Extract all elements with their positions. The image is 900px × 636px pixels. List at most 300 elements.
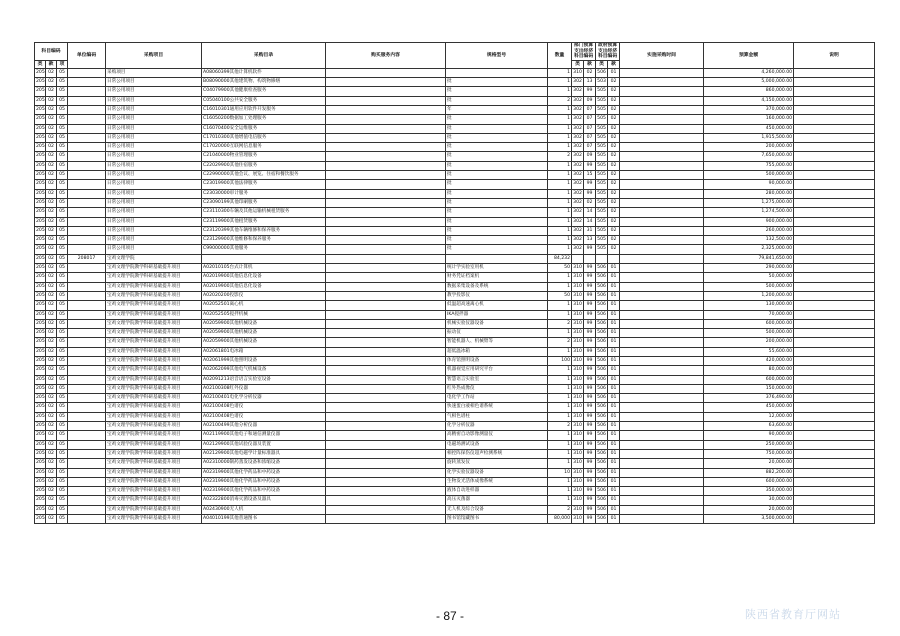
table-cell: 205 bbox=[35, 431, 46, 440]
table-cell: 506 bbox=[596, 310, 608, 319]
table-cell: 205 bbox=[35, 133, 46, 142]
table-cell: 02 bbox=[46, 496, 57, 505]
table-cell bbox=[794, 105, 875, 114]
table-cell bbox=[326, 78, 446, 87]
table-cell: 相控阵探伤仪超声检测系统 bbox=[446, 449, 548, 458]
table-cell: 批 bbox=[446, 208, 548, 217]
table-cell: 302 bbox=[572, 208, 584, 217]
table-cell: 07 bbox=[584, 143, 596, 152]
project-header: 采购项目 bbox=[106, 43, 202, 69]
table-row bbox=[35, 226, 875, 235]
table-cell: 07 bbox=[584, 133, 596, 142]
table-cell: 05 bbox=[57, 245, 68, 254]
table-cell: 1 bbox=[548, 384, 572, 393]
table-cell: A02062099其他电气机械设备 bbox=[202, 366, 326, 375]
table-cell bbox=[68, 189, 106, 198]
table-cell: 205 bbox=[35, 217, 46, 226]
table-cell: 01 bbox=[608, 422, 620, 431]
table-cell bbox=[620, 180, 704, 189]
table-cell: 02 bbox=[46, 264, 57, 273]
table-cell: 505 bbox=[596, 96, 608, 105]
table-cell bbox=[68, 412, 106, 421]
table-cell: 批 bbox=[446, 198, 548, 207]
table-cell: A02100408色谱仪 bbox=[202, 403, 326, 412]
table-cell bbox=[794, 143, 875, 152]
table-cell: 日常公用项目 bbox=[106, 189, 202, 198]
table-cell bbox=[620, 236, 704, 245]
table-cell: 05 bbox=[57, 105, 68, 114]
table-cell: 宝鸡文理学院教学科研基础提升项目 bbox=[106, 431, 202, 440]
table-cell: 05 bbox=[57, 468, 68, 477]
table-cell: 505 bbox=[596, 180, 608, 189]
table-cell: A02019900其他信息化设备 bbox=[202, 282, 326, 291]
table-cell: 日常公用项目 bbox=[106, 171, 202, 180]
table-cell: 1 bbox=[548, 245, 572, 254]
table-cell: 310 bbox=[572, 375, 584, 384]
table-cell bbox=[326, 236, 446, 245]
table-cell bbox=[794, 78, 875, 87]
table-cell: 500,000.00 bbox=[704, 329, 794, 338]
table-cell bbox=[68, 226, 106, 235]
table-cell: 采购项目 bbox=[106, 68, 202, 77]
table-cell: 01 bbox=[608, 273, 620, 282]
table-cell bbox=[794, 171, 875, 180]
table-cell: 5,000,000.00 bbox=[704, 78, 794, 87]
table-cell: 505 bbox=[596, 124, 608, 133]
table-cell: 02 bbox=[608, 78, 620, 87]
table-cell: 310 bbox=[572, 338, 584, 347]
table-cell: 批 bbox=[446, 245, 548, 254]
table-cell bbox=[326, 171, 446, 180]
table-cell: 宝鸡文理学院教学科研基础提升项目 bbox=[106, 291, 202, 300]
table-cell: C23019900其他法律服务 bbox=[202, 180, 326, 189]
table-cell: 05 bbox=[57, 412, 68, 421]
budget-table bbox=[34, 42, 875, 524]
table-cell bbox=[794, 477, 875, 486]
table-cell: 02 bbox=[46, 403, 57, 412]
time-header: 实施采购时间 bbox=[620, 43, 704, 69]
table-cell: 01 bbox=[608, 440, 620, 449]
table-cell: 05 bbox=[57, 254, 68, 263]
table-cell: 205 bbox=[35, 171, 46, 180]
table-row bbox=[35, 291, 875, 300]
table-cell: 99 bbox=[584, 412, 596, 421]
table-cell: 205 bbox=[35, 180, 46, 189]
table-cell bbox=[572, 254, 584, 263]
table-cell bbox=[794, 301, 875, 310]
table-cell: 70,000.00 bbox=[704, 310, 794, 319]
table-cell: 506 bbox=[596, 422, 608, 431]
table-cell: 01 bbox=[608, 384, 620, 393]
table-cell: 1 bbox=[548, 282, 572, 291]
table-cell: 302 bbox=[572, 78, 584, 87]
table-cell: 01 bbox=[608, 375, 620, 384]
table-cell: 99 bbox=[584, 449, 596, 458]
table-cell: 310 bbox=[572, 319, 584, 328]
table-row bbox=[35, 375, 875, 384]
table-cell: 电化学工作站 bbox=[446, 394, 548, 403]
table-cell: 310 bbox=[572, 468, 584, 477]
table-cell: 205 bbox=[35, 236, 46, 245]
table-cell: 302 bbox=[572, 152, 584, 161]
table-cell: 1 bbox=[548, 226, 572, 235]
table-cell: 1 bbox=[548, 310, 572, 319]
table-cell bbox=[68, 273, 106, 282]
table-cell: 302 bbox=[572, 236, 584, 245]
table-cell: 05 bbox=[57, 477, 68, 486]
table-cell: 01 bbox=[608, 356, 620, 365]
table-cell bbox=[68, 161, 106, 170]
table-cell bbox=[202, 254, 326, 263]
table-cell bbox=[68, 403, 106, 412]
table-cell: 05 bbox=[57, 366, 68, 375]
table-cell: 310 bbox=[572, 282, 584, 291]
table-cell: 02 bbox=[46, 105, 57, 114]
table-cell: 05 bbox=[57, 487, 68, 496]
table-cell: 1 bbox=[548, 375, 572, 384]
table-cell bbox=[68, 356, 106, 365]
table-cell bbox=[326, 310, 446, 319]
table-cell: 1 bbox=[548, 115, 572, 124]
table-cell: 205 bbox=[35, 384, 46, 393]
table-cell: 99 bbox=[584, 87, 596, 96]
table-row bbox=[35, 422, 875, 431]
table-cell: 数据采集设备及系统 bbox=[446, 282, 548, 291]
table-cell bbox=[68, 208, 106, 217]
table-cell: 财务凭证档案机 bbox=[446, 273, 548, 282]
table-cell: A02119900其他电子和通信测量仪器 bbox=[202, 431, 326, 440]
table-cell: 02 bbox=[608, 245, 620, 254]
table-cell: 批 bbox=[446, 87, 548, 96]
table-cell: 13 bbox=[584, 236, 596, 245]
table-cell bbox=[620, 375, 704, 384]
table-cell: 日常公用项目 bbox=[106, 96, 202, 105]
table-cell: 205 bbox=[35, 422, 46, 431]
table-cell bbox=[620, 105, 704, 114]
table-cell: 99 bbox=[584, 356, 596, 365]
table-cell: 505 bbox=[596, 161, 608, 170]
table-cell: 310 bbox=[572, 412, 584, 421]
table-cell: A02052505搅拌机械 bbox=[202, 310, 326, 319]
table-cell: 01 bbox=[608, 264, 620, 273]
table-cell: 机器视觉应用研究平台 bbox=[446, 366, 548, 375]
table-cell: 506 bbox=[596, 449, 608, 458]
table-cell bbox=[326, 226, 446, 235]
table-cell: 02 bbox=[584, 68, 596, 77]
table-cell: 日常公用项目 bbox=[106, 105, 202, 114]
table-cell: 205 bbox=[35, 338, 46, 347]
table-cell: C23030000审计服务 bbox=[202, 189, 326, 198]
table-cell bbox=[68, 282, 106, 291]
table-cell bbox=[326, 105, 446, 114]
table-cell bbox=[620, 449, 704, 458]
table-cell: 2 bbox=[548, 96, 572, 105]
table-cell: 1 bbox=[548, 198, 572, 207]
table-row bbox=[35, 143, 875, 152]
table-cell: 02 bbox=[608, 133, 620, 142]
table-cell: 05 bbox=[57, 329, 68, 338]
table-cell bbox=[620, 338, 704, 347]
table-cell: 液体自动进样器 bbox=[446, 487, 548, 496]
table-cell: 02 bbox=[608, 236, 620, 245]
table-cell: 505 bbox=[596, 245, 608, 254]
table-cell: 99 bbox=[584, 347, 596, 356]
table-cell: 99 bbox=[584, 394, 596, 403]
table-row bbox=[35, 217, 875, 226]
table-cell: 302 bbox=[572, 180, 584, 189]
table-cell bbox=[794, 496, 875, 505]
table-cell: 2 bbox=[548, 505, 572, 514]
table-cell: C17020000互联网信息服务 bbox=[202, 143, 326, 152]
table-cell bbox=[68, 124, 106, 133]
table-cell bbox=[68, 105, 106, 114]
note-header: 说明 bbox=[794, 43, 875, 69]
table-cell: 01 bbox=[608, 301, 620, 310]
table-cell: 505 bbox=[596, 189, 608, 198]
table-cell: 506 bbox=[596, 273, 608, 282]
table-cell: 15 bbox=[584, 171, 596, 180]
spec-header: 规格型号 bbox=[446, 43, 548, 69]
table-cell: 宝鸡文理学院教学科研基础提升项目 bbox=[106, 487, 202, 496]
table-cell: 02 bbox=[46, 245, 57, 254]
table-cell: 图书馆馆藏图书 bbox=[446, 515, 548, 524]
table-cell: 205 bbox=[35, 189, 46, 198]
table-cell: 年 bbox=[446, 105, 548, 114]
table-cell: 205 bbox=[35, 161, 46, 170]
table-cell: 310 bbox=[572, 515, 584, 524]
table-cell: 低温超高速离心机 bbox=[446, 301, 548, 310]
table-cell: 99 bbox=[584, 301, 596, 310]
table-cell bbox=[620, 273, 704, 282]
table-cell bbox=[326, 180, 446, 189]
table-cell: 99 bbox=[584, 375, 596, 384]
table-cell: 05 bbox=[57, 375, 68, 384]
table-cell: 宝鸡文理学院 bbox=[106, 254, 202, 263]
dept-lei-header: 类 bbox=[572, 60, 584, 68]
table-cell: 302 bbox=[572, 105, 584, 114]
table-cell bbox=[620, 226, 704, 235]
table-cell bbox=[326, 338, 446, 347]
table-cell bbox=[446, 68, 548, 77]
table-cell bbox=[68, 468, 106, 477]
table-cell: 02 bbox=[46, 273, 57, 282]
table-cell: 01 bbox=[608, 291, 620, 300]
table-cell bbox=[68, 515, 106, 524]
table-cell: 99 bbox=[584, 505, 596, 514]
table-cell: 310 bbox=[572, 422, 584, 431]
table-cell: 02 bbox=[46, 515, 57, 524]
table-cell: 13 bbox=[584, 78, 596, 87]
table-cell bbox=[620, 68, 704, 77]
table-cell: 205 bbox=[35, 105, 46, 114]
table-cell: 宝鸡文理学院教学科研基础提升项目 bbox=[106, 515, 202, 524]
table-cell: 505 bbox=[596, 152, 608, 161]
table-cell: 1,275,000.00 bbox=[704, 198, 794, 207]
table-cell: 1 bbox=[548, 180, 572, 189]
table-cell: 07 bbox=[584, 124, 596, 133]
table-cell bbox=[794, 198, 875, 207]
table-cell: 批 bbox=[446, 115, 548, 124]
table-cell bbox=[620, 161, 704, 170]
table-cell: 4,260,000.00 bbox=[704, 68, 794, 77]
table-cell: 日常公用项目 bbox=[106, 115, 202, 124]
table-cell: 02 bbox=[46, 161, 57, 170]
table-row bbox=[35, 133, 875, 142]
table-cell bbox=[68, 366, 106, 375]
table-cell bbox=[326, 189, 446, 198]
table-cell: 05 bbox=[57, 68, 68, 77]
table-cell: 205 bbox=[35, 477, 46, 486]
table-cell: 310 bbox=[572, 291, 584, 300]
table-cell: 宝鸡文理学院教学科研基础提升项目 bbox=[106, 440, 202, 449]
table-cell: 310 bbox=[572, 440, 584, 449]
table-cell: 505 bbox=[596, 115, 608, 124]
table-cell: A02010105台式计算机 bbox=[202, 264, 326, 273]
table-cell: 统计学实验室用机 bbox=[446, 264, 548, 273]
table-cell: 体育馆照明设备 bbox=[446, 356, 548, 365]
table-cell bbox=[326, 487, 446, 496]
table-cell bbox=[326, 384, 446, 393]
table-cell: 1 bbox=[548, 273, 572, 282]
table-cell bbox=[794, 273, 875, 282]
catalog-header: 采购目录 bbox=[202, 43, 326, 69]
page-number: - 87 - bbox=[435, 609, 464, 623]
table-cell: 05 bbox=[57, 449, 68, 458]
table-cell: 05 bbox=[57, 301, 68, 310]
table-cell bbox=[68, 496, 106, 505]
table-cell: 批 bbox=[446, 161, 548, 170]
table-cell: A02319900其他化学药品和中药设备 bbox=[202, 468, 326, 477]
table-cell: 02 bbox=[46, 208, 57, 217]
table-cell: 05 bbox=[57, 217, 68, 226]
table-cell: 99 bbox=[584, 496, 596, 505]
table-cell: 7,650,000.00 bbox=[704, 152, 794, 161]
table-cell: 05 bbox=[57, 96, 68, 105]
table-cell: 宝鸡文理学院教学科研基础提升项目 bbox=[106, 338, 202, 347]
table-cell bbox=[68, 347, 106, 356]
table-cell bbox=[620, 505, 704, 514]
table-cell: 99 bbox=[584, 273, 596, 282]
table-cell: 宝鸡文理学院教学科研基础提升项目 bbox=[106, 468, 202, 477]
table-cell: 205 bbox=[35, 254, 46, 263]
table-cell bbox=[794, 375, 875, 384]
table-cell bbox=[326, 301, 446, 310]
table-cell: 01 bbox=[608, 505, 620, 514]
table-cell: 200,000.00 bbox=[704, 338, 794, 347]
table-cell: A02059900其他机械设备 bbox=[202, 338, 326, 347]
table-cell: 02 bbox=[46, 87, 57, 96]
table-cell: 05 bbox=[57, 189, 68, 198]
table-cell: 02 bbox=[584, 198, 596, 207]
table-cell: 505 bbox=[596, 171, 608, 180]
table-cell: 05 bbox=[57, 143, 68, 152]
table-cell: 310 bbox=[572, 273, 584, 282]
table-row bbox=[35, 310, 875, 319]
table-cell: 505 bbox=[596, 236, 608, 245]
table-cell: 01 bbox=[608, 310, 620, 319]
table-cell: 310 bbox=[572, 356, 584, 365]
table-cell: 99 bbox=[584, 282, 596, 291]
gov-econ-header: 政府预算支出经济科目编码 bbox=[596, 43, 620, 61]
table-cell bbox=[326, 143, 446, 152]
table-cell: C05040100公共安全服务 bbox=[202, 96, 326, 105]
table-cell: 600,000.00 bbox=[704, 319, 794, 328]
table-cell: 05 bbox=[57, 347, 68, 356]
table-cell: 05 bbox=[57, 264, 68, 273]
table-cell: 99 bbox=[584, 487, 596, 496]
table-cell: 2 bbox=[548, 152, 572, 161]
table-cell: 310 bbox=[572, 487, 584, 496]
table-cell: 宝鸡文理学院教学科研基础提升项目 bbox=[106, 412, 202, 421]
table-cell: 205 bbox=[35, 208, 46, 217]
table-cell: A02310000制药蒸发设备和浓缩设备 bbox=[202, 459, 326, 468]
table-cell: 505 bbox=[596, 208, 608, 217]
table-cell bbox=[794, 245, 875, 254]
table-row bbox=[35, 105, 875, 114]
table-cell: 505 bbox=[596, 133, 608, 142]
table-cell: 宝鸡文理学院教学科研基础提升项目 bbox=[106, 282, 202, 291]
table-cell bbox=[620, 96, 704, 105]
table-cell bbox=[68, 198, 106, 207]
table-cell bbox=[794, 515, 875, 524]
table-cell: 205 bbox=[35, 468, 46, 477]
table-cell: 日常公用项目 bbox=[106, 226, 202, 235]
table-cell bbox=[68, 329, 106, 338]
table-cell: 02 bbox=[46, 459, 57, 468]
table-cell: 310 bbox=[572, 449, 584, 458]
table-cell bbox=[68, 375, 106, 384]
table-cell: 503 bbox=[596, 78, 608, 87]
table-cell: 506 bbox=[596, 347, 608, 356]
table-cell: 310 bbox=[572, 68, 584, 77]
table-row bbox=[35, 356, 875, 365]
table-cell bbox=[584, 254, 596, 263]
table-cell: 31 bbox=[584, 226, 596, 235]
table-cell bbox=[794, 152, 875, 161]
table-cell bbox=[620, 282, 704, 291]
table-cell bbox=[620, 468, 704, 477]
table-cell: 506 bbox=[596, 412, 608, 421]
table-cell bbox=[326, 356, 446, 365]
gov-lei-header: 类 bbox=[596, 60, 608, 68]
table-cell: 02 bbox=[608, 161, 620, 170]
table-cell bbox=[68, 87, 106, 96]
table-row bbox=[35, 487, 875, 496]
table-cell: 01 bbox=[608, 329, 620, 338]
table-cell: A02100499其他分析仪器 bbox=[202, 422, 326, 431]
table-cell bbox=[68, 264, 106, 273]
table-cell: 99 bbox=[584, 422, 596, 431]
table-cell: 1 bbox=[548, 487, 572, 496]
table-cell: 无人机及综合设备 bbox=[446, 505, 548, 514]
table-cell: 310 bbox=[572, 384, 584, 393]
table-row bbox=[35, 412, 875, 421]
table-cell: 宝鸡文理学院教学科研基础提升项目 bbox=[106, 366, 202, 375]
table-cell: 02 bbox=[46, 310, 57, 319]
table-row bbox=[35, 78, 875, 87]
table-cell: C16070400安全运维服务 bbox=[202, 124, 326, 133]
table-cell: 日常公用项目 bbox=[106, 245, 202, 254]
table-cell: 02 bbox=[46, 115, 57, 124]
table-cell bbox=[794, 487, 875, 496]
table-cell: 506 bbox=[596, 291, 608, 300]
table-cell: 506 bbox=[596, 329, 608, 338]
table-cell: 01 bbox=[608, 487, 620, 496]
table-cell: 1 bbox=[548, 236, 572, 245]
table-cell: A02059900其他机械设备 bbox=[202, 319, 326, 328]
table-cell: 02 bbox=[46, 347, 57, 356]
table-row bbox=[35, 384, 875, 393]
